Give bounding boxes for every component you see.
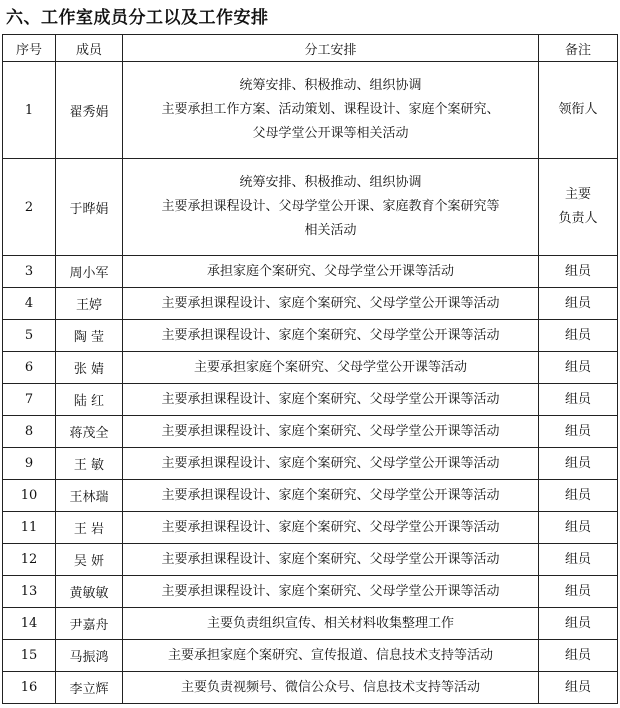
task-cell	[123, 608, 539, 640]
task-line: 主要承担课程设计、家庭个案研究、父母学堂公开课等活动	[161, 391, 500, 407]
table-row	[3, 159, 618, 256]
remark-line: 组员	[564, 487, 591, 503]
header-task: 分工安排	[123, 35, 539, 62]
remark-cell	[539, 672, 618, 704]
remark-line: 组员	[564, 551, 591, 567]
remark-cell	[539, 256, 618, 288]
member-name: 翟秀娟	[56, 62, 123, 159]
row-number: 9	[3, 448, 56, 480]
task-line: 主要承担家庭个案研究、父母学堂公开课等活动	[193, 359, 467, 375]
table-row	[3, 288, 618, 320]
member-name: 李立辉	[56, 672, 123, 704]
task-line: 父母学堂公开课等相关活动	[252, 126, 409, 141]
remark-line: 组员	[564, 423, 591, 439]
remark-line: 组员	[564, 359, 591, 375]
task-line: 主要承担课程设计、家庭个案研究、父母学堂公开课等活动	[161, 327, 500, 343]
row-number: 10	[3, 480, 56, 512]
header-no: 序号	[3, 35, 56, 62]
row-number: 14	[3, 608, 56, 640]
table-row	[3, 352, 618, 384]
task-cell	[123, 448, 539, 480]
remark-cell	[539, 320, 618, 352]
member-name: 吴 妍	[56, 544, 123, 576]
member-name: 马振鸿	[56, 640, 123, 672]
row-number: 4	[3, 288, 56, 320]
task-table	[2, 34, 618, 704]
task-line: 主要承担课程设计、家庭个案研究、父母学堂公开课等活动	[161, 551, 500, 567]
task-line: 主要承担课程设计、家庭个案研究、父母学堂公开课等活动	[161, 455, 500, 471]
remark-cell	[539, 416, 618, 448]
remark-cell	[539, 544, 618, 576]
remark-line: 组员	[564, 679, 591, 695]
remark-cell	[539, 480, 618, 512]
member-name: 陶 莹	[56, 320, 123, 352]
row-number: 2	[3, 159, 56, 256]
table-row	[3, 608, 618, 640]
table-row	[3, 62, 618, 159]
remark-line: 组员	[564, 327, 591, 343]
task-line: 主要负责视频号、微信公众号、信息技术支持等活动	[180, 679, 480, 695]
remark-line: 组员	[564, 615, 591, 631]
row-number: 1	[3, 62, 56, 159]
row-number: 5	[3, 320, 56, 352]
table-row	[3, 480, 618, 512]
task-line: 相关活动	[304, 223, 357, 238]
task-line: 主要承担家庭个案研究、宣传报道、信息技术支持等活动	[167, 647, 493, 663]
task-cell	[123, 288, 539, 320]
member-name: 王 敏	[56, 448, 123, 480]
header-row	[3, 35, 618, 62]
member-name: 王婷	[56, 288, 123, 320]
task-cell	[123, 576, 539, 608]
remark-line: 负责人	[558, 211, 598, 226]
task-line: 主要承担课程设计、家庭个案研究、父母学堂公开课等活动	[161, 423, 500, 439]
remark-cell	[539, 608, 618, 640]
remark-cell	[539, 62, 618, 159]
row-number: 12	[3, 544, 56, 576]
row-number: 15	[3, 640, 56, 672]
task-cell	[123, 672, 539, 704]
task-cell	[123, 640, 539, 672]
member-name: 陆 红	[56, 384, 123, 416]
task-cell	[123, 512, 539, 544]
task-cell	[123, 480, 539, 512]
table-row	[3, 384, 618, 416]
row-number: 11	[3, 512, 56, 544]
remark-line: 组员	[564, 455, 591, 471]
row-number: 8	[3, 416, 56, 448]
task-line: 主要负责组织宣传、相关材料收集整理工作	[206, 615, 454, 631]
task-line: 统筹安排、积极推动、组织协调	[239, 78, 422, 93]
remark-line: 组员	[564, 263, 591, 279]
task-cell	[123, 62, 539, 159]
task-line: 主要承担工作方案、活动策划、课程设计、家庭个案研究、	[161, 102, 500, 117]
table-row	[3, 512, 618, 544]
table-row	[3, 544, 618, 576]
row-number: 7	[3, 384, 56, 416]
table-row	[3, 416, 618, 448]
task-cell	[123, 416, 539, 448]
table-row	[3, 640, 618, 672]
task-cell	[123, 320, 539, 352]
table-row	[3, 576, 618, 608]
task-cell	[123, 256, 539, 288]
member-name: 张 婧	[56, 352, 123, 384]
row-number: 16	[3, 672, 56, 704]
row-number: 13	[3, 576, 56, 608]
remark-line: 领衔人	[558, 102, 598, 117]
remark-line: 主要	[564, 187, 591, 202]
remark-cell	[539, 384, 618, 416]
section-title: 六、工作室成员分工以及工作安排	[6, 8, 269, 28]
member-name: 周小军	[56, 256, 123, 288]
member-name: 王 岩	[56, 512, 123, 544]
remark-cell	[539, 352, 618, 384]
row-number: 3	[3, 256, 56, 288]
remark-cell	[539, 640, 618, 672]
header-remark: 备注	[539, 35, 618, 62]
task-line: 主要承担课程设计、父母学堂公开课、家庭教育个案研究等	[161, 199, 500, 214]
remark-line: 组员	[564, 519, 591, 535]
member-name: 黄敏敏	[56, 576, 123, 608]
task-line: 统筹安排、积极推动、组织协调	[239, 175, 422, 190]
task-cell	[123, 544, 539, 576]
table-row	[3, 320, 618, 352]
remark-line: 组员	[564, 295, 591, 311]
task-line: 主要承担课程设计、家庭个案研究、父母学堂公开课等活动	[161, 487, 500, 503]
remark-cell	[539, 159, 618, 256]
task-line: 主要承担课程设计、家庭个案研究、父母学堂公开课等活动	[161, 583, 500, 599]
task-cell	[123, 352, 539, 384]
member-name: 王林瑞	[56, 480, 123, 512]
header-member: 成员	[56, 35, 123, 62]
task-cell	[123, 159, 539, 256]
member-name: 于晔娟	[56, 159, 123, 256]
remark-cell	[539, 576, 618, 608]
remark-line: 组员	[564, 583, 591, 599]
task-line: 主要承担课程设计、家庭个案研究、父母学堂公开课等活动	[161, 519, 500, 535]
table-body	[3, 62, 618, 704]
remark-cell	[539, 288, 618, 320]
task-cell	[123, 384, 539, 416]
task-line: 承担家庭个案研究、父母学堂公开课等活动	[206, 263, 454, 279]
remark-line: 组员	[564, 391, 591, 407]
member-name: 蒋茂全	[56, 416, 123, 448]
task-line: 主要承担课程设计、家庭个案研究、父母学堂公开课等活动	[161, 295, 500, 311]
table-row	[3, 256, 618, 288]
remark-cell	[539, 448, 618, 480]
table-row	[3, 448, 618, 480]
remark-cell	[539, 512, 618, 544]
remark-line: 组员	[564, 647, 591, 663]
row-number: 6	[3, 352, 56, 384]
table-row	[3, 672, 618, 704]
member-name: 尹嘉舟	[56, 608, 123, 640]
